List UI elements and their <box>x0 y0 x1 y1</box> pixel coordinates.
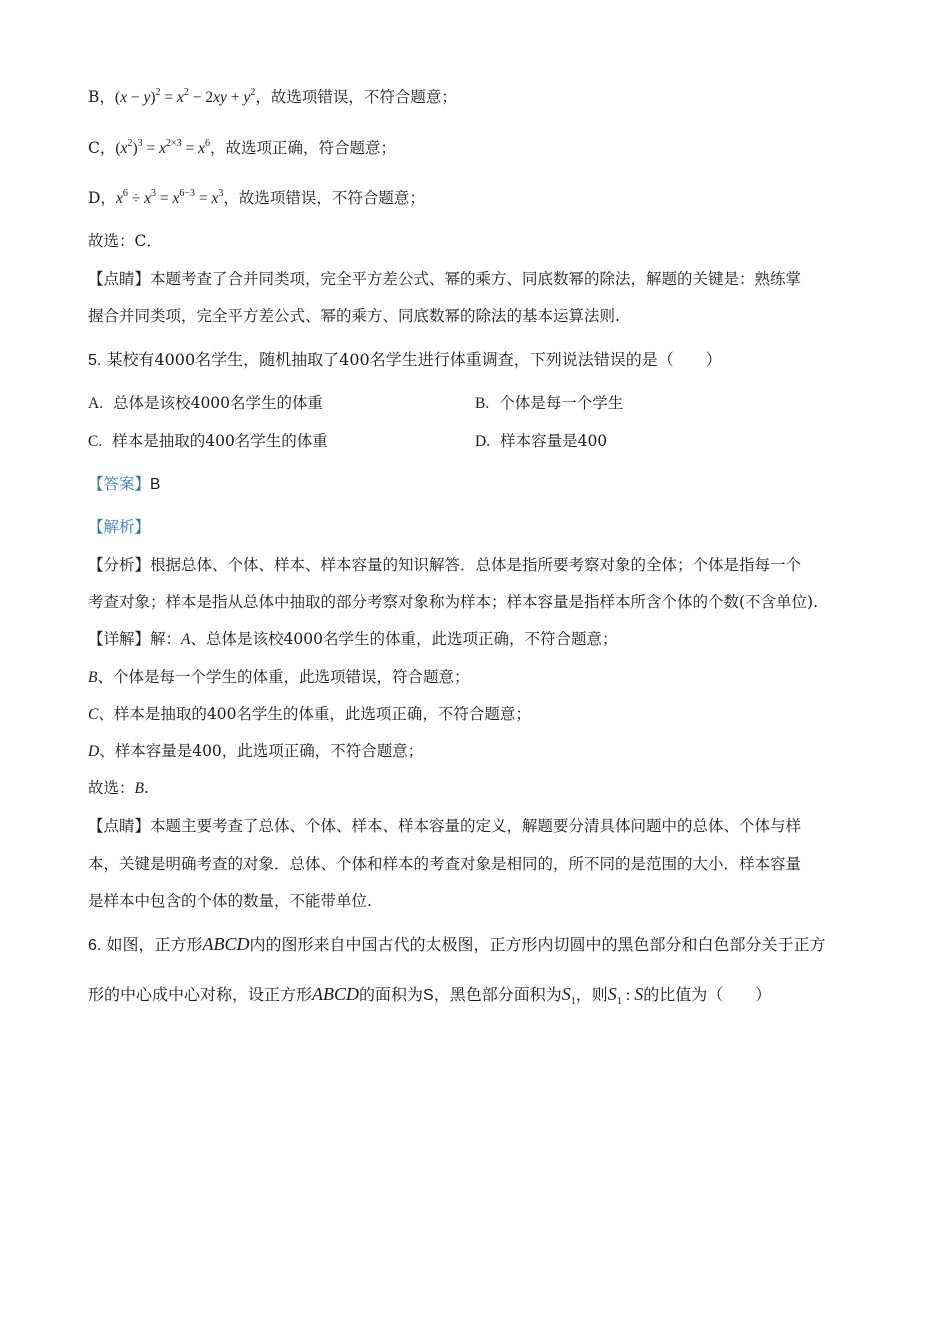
line-text: 、总体是该校4000名学生的体重，此选项正确，不符合题意； <box>190 630 618 648</box>
dianjing-tag: 【点睛】 <box>88 817 151 835</box>
answer-tag: 【答案】 <box>88 475 151 493</box>
dianjing5-line-1 <box>88 815 801 837</box>
subscript: 1 <box>616 996 622 1007</box>
xiangjie-tag: 【详解】 <box>88 630 151 648</box>
line-text: 如图，正方形 <box>106 935 203 954</box>
fenxi-line-1 <box>88 554 801 576</box>
variable: C <box>88 706 99 723</box>
xiangjie-line-3 <box>88 703 531 726</box>
option-label: C. <box>88 433 103 450</box>
line-text: 形的中心成中心对称，设正方形 <box>88 985 313 1004</box>
variable: B <box>88 669 98 686</box>
option-label: B. <box>475 395 490 412</box>
line-text: 解： <box>150 630 182 648</box>
xiangjie-line-1 <box>88 628 617 651</box>
formula-c: $(x^2)^3 = x^{2\times 3} = x^6$ <box>115 138 211 157</box>
answer-value: B <box>150 476 161 493</box>
subscript: 1 <box>570 996 576 1007</box>
option-label: B， <box>88 88 115 106</box>
variable: B <box>134 780 144 797</box>
ratio-colon: : <box>621 987 635 1004</box>
variable: S <box>634 984 644 1004</box>
option-d <box>475 430 607 453</box>
solution-line-c <box>88 137 396 160</box>
option-text: 样本容量是400 <box>500 432 608 450</box>
dianjing5-line-2: 本，关键是明确考查的对象．总体、个体和样本的考查对象是相同的，所不同的是范围的大小．样本容量 <box>88 855 802 873</box>
line-text: ，故选项正确，符合题意； <box>210 139 397 157</box>
line-text: 、个体是每一个学生的体重，此选项错误，符合题意； <box>97 668 470 686</box>
variable: ABCD <box>202 934 250 954</box>
variable: A <box>181 631 191 648</box>
option-text: 样本是抽取的400名学生的体重 <box>112 432 328 450</box>
line-text: 本题考查了合并同类项，完全平方差公式、幂的乘方、同底数幂的除法，解题的关键是：熟练掌 <box>150 270 802 288</box>
line-text: 的面积为 <box>359 985 424 1004</box>
xiangjie-line-4 <box>88 740 423 763</box>
choose-line: 故选：C． <box>88 232 162 250</box>
line-text: 本题主要考查了总体、个体、样本、样本容量的定义，解题要分清具体问题中的总体、个体与样 <box>150 817 802 835</box>
line-text: 、样本是抽取的400名学生的体重，此选项正确，不符合题意； <box>98 705 531 723</box>
choose-line-5 <box>88 777 149 800</box>
question-number: 5. <box>88 352 102 369</box>
option-label: C， <box>88 139 116 157</box>
option-a <box>88 392 323 415</box>
answer-line <box>88 473 160 496</box>
line-text: 故选： <box>88 779 135 797</box>
dianjing-line-1 <box>88 268 801 290</box>
fenxi-tag: 【分析】 <box>88 556 151 574</box>
formula-b: $(x - y)^2 = x^2 - 2xy + y^2$ <box>114 87 256 106</box>
option-b <box>475 392 623 415</box>
line-text: ，故选项错误，不符合题意； <box>255 88 457 106</box>
option-text: 个体是每一个学生 <box>499 394 624 412</box>
option-label: A. <box>88 395 104 412</box>
option-c <box>88 430 328 453</box>
line-text: ，则 <box>575 985 608 1004</box>
line-text: ，黑色部分面积为 <box>433 985 562 1004</box>
dianjing-tag: 【点睛】 <box>88 270 151 288</box>
question-6-line-1 <box>88 933 825 957</box>
solution-line-b <box>88 86 457 109</box>
variable: D <box>88 743 100 760</box>
variable: ABCD <box>312 984 360 1004</box>
option-label: D， <box>88 189 116 207</box>
line-text: 内的图形来自中国古代的太极图，正方形内切圆中的黑色部分和白色部分关于正方 <box>249 935 826 954</box>
line-text: 的比值为（ ） <box>643 985 772 1004</box>
question-5-stem <box>88 349 722 372</box>
solution-line-d <box>88 187 425 210</box>
variable: S <box>607 984 617 1004</box>
variable: S <box>561 984 571 1004</box>
fenxi-line-2: 考查对象；样本是指从总体中抽取的部分考察对象称为样本；样本容量是指样本所含个体的个数(不含单位). <box>88 593 819 611</box>
dianjing5-line-3: 是样本中包含的个体的数量，不能带单位. <box>88 892 372 910</box>
formula-d: $x^6 \div x^3 = x^{6-3} = x^3$ <box>115 188 224 207</box>
line-text: 、样本容量是400，此选项正确，不符合题意； <box>99 742 424 760</box>
xiangjie-line-2 <box>88 666 469 689</box>
line-text: 根据总体、个体、样本、样本容量的知识解答．总体是指所要考察对象的全体；个体是指每一个 <box>150 556 802 574</box>
option-label: D. <box>475 433 491 450</box>
variable: S <box>423 987 434 1004</box>
question-number: 6. <box>88 937 102 954</box>
question-text: 某校有4000名学生，随机抽取了400名学生进行体重调查，下列说法错误的是（ ） <box>106 350 722 369</box>
dianjing-line-2: 握合并同类项，完全平方差公式、幂的乘方、同底数幂的除法的基本运算法则. <box>88 307 620 325</box>
question-6-line-2 <box>88 983 771 1007</box>
line-text: . <box>143 779 149 797</box>
line-text: ，故选项错误，不符合题意； <box>223 189 425 207</box>
analysis-tag: 【解析】 <box>88 518 151 536</box>
option-text: 总体是该校4000名学生的体重 <box>113 394 324 412</box>
